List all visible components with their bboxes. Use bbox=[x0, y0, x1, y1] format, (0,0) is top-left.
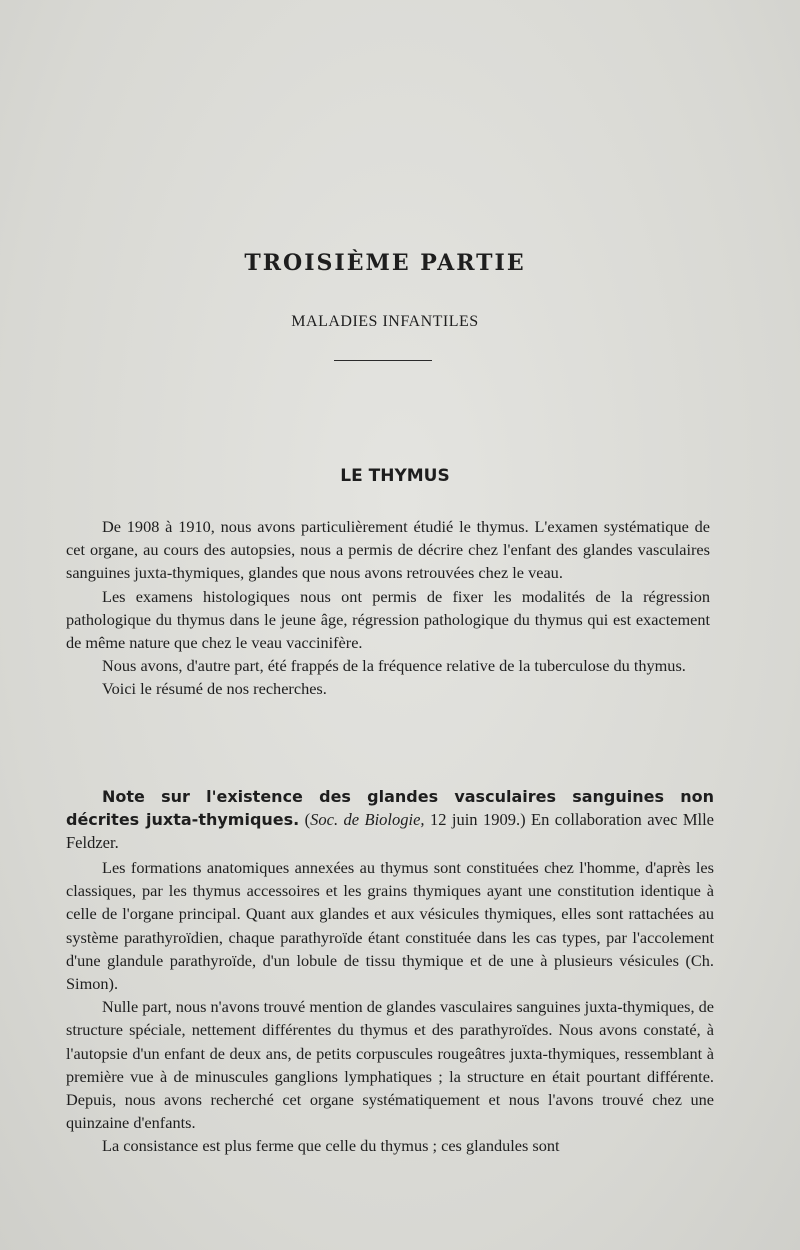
note-paragraph-2: Nulle part, nous n'avons trouvé mention de glandes vasculaires sanguines juxta-thymiques, de structure spéciale, nettement différentes du thymus et des parathyroïdes. Nous avons constaté, à l'autopsie d'un enfant de deux ans, de petits corpuscules rougeâtres juxta-thymiques, ressemblant à première vue à de minuscules ganglions lymphatiques ; la structure en était pourtant différente. Depuis, nous avons recherché cet organe systématiquement et nous l'avons trouvé chez une quinzaine d'enfants. bbox=[66, 997, 714, 1133]
note-title: Note sur l'existence des glandes vasculaires sanguines non décrites juxta-thymiques. bbox=[66, 787, 714, 829]
note-paragraph-3: La consistance est plus ferme que celle du thymus ; ces glandules sont bbox=[102, 1136, 560, 1156]
note-heading-block bbox=[66, 785, 714, 854]
intro-paragraph-3: Nous avons, d'autre part, été frappés de la fréquence relative de la tuberculose du thymus. bbox=[102, 656, 686, 676]
intro-paragraph-4: Voici le résumé de nos recherches. bbox=[102, 679, 327, 699]
note-paragraph-1: Les formations anatomiques annexées au thymus sont constituées chez l'homme, d'après les classiques, par les thymus accessoires et les grains thymiques ayant une constitution identique à celle de l'organe principal. Quant aux glandes et aux vésicules thymiques, elles sont rattachées au système parathyroïdien, chaque parathyroïde étant constituée dans les cas types, par l'accolement d'une glandule parathyroïde, d'un lobule de tissu thymique et de une à plusieurs vésicules (Ch. Simon). bbox=[66, 858, 714, 994]
note-ref-rest: 12 juin 1909.) En collaboration avec Mlle Feldzer. bbox=[66, 810, 714, 852]
part-subtitle: MALADIES INFANTILES bbox=[291, 313, 479, 330]
note-body-text bbox=[66, 856, 714, 1158]
note-ref-open: ( bbox=[299, 810, 311, 829]
note-heading bbox=[66, 785, 714, 854]
intro-paragraph-1: De 1908 à 1910, nous avons particulièrement étudié le thymus. L'examen systématique de cet organe, au cours des autopsies, nous a permis de décrire chez l'enfant des glandes vasculaires sanguines juxta-thymiques, glandes que nous avons retrouvées chez le veau. bbox=[66, 517, 710, 583]
intro-paragraph-2: Les examens histologiques nous ont permis de fixer les modalités de la régression pathologique du thymus dans le jeune âge, régression pathologique du thymus qui est exactement de même nature que chez le veau vaccinifère. bbox=[66, 586, 710, 653]
section-title: LE THYMUS bbox=[340, 466, 450, 486]
title-rule bbox=[334, 360, 432, 361]
part-title: TROISIÈME PARTIE bbox=[244, 250, 526, 276]
note-ref-journal: Soc. de Biologie, bbox=[310, 810, 425, 829]
intro-text bbox=[66, 515, 710, 701]
